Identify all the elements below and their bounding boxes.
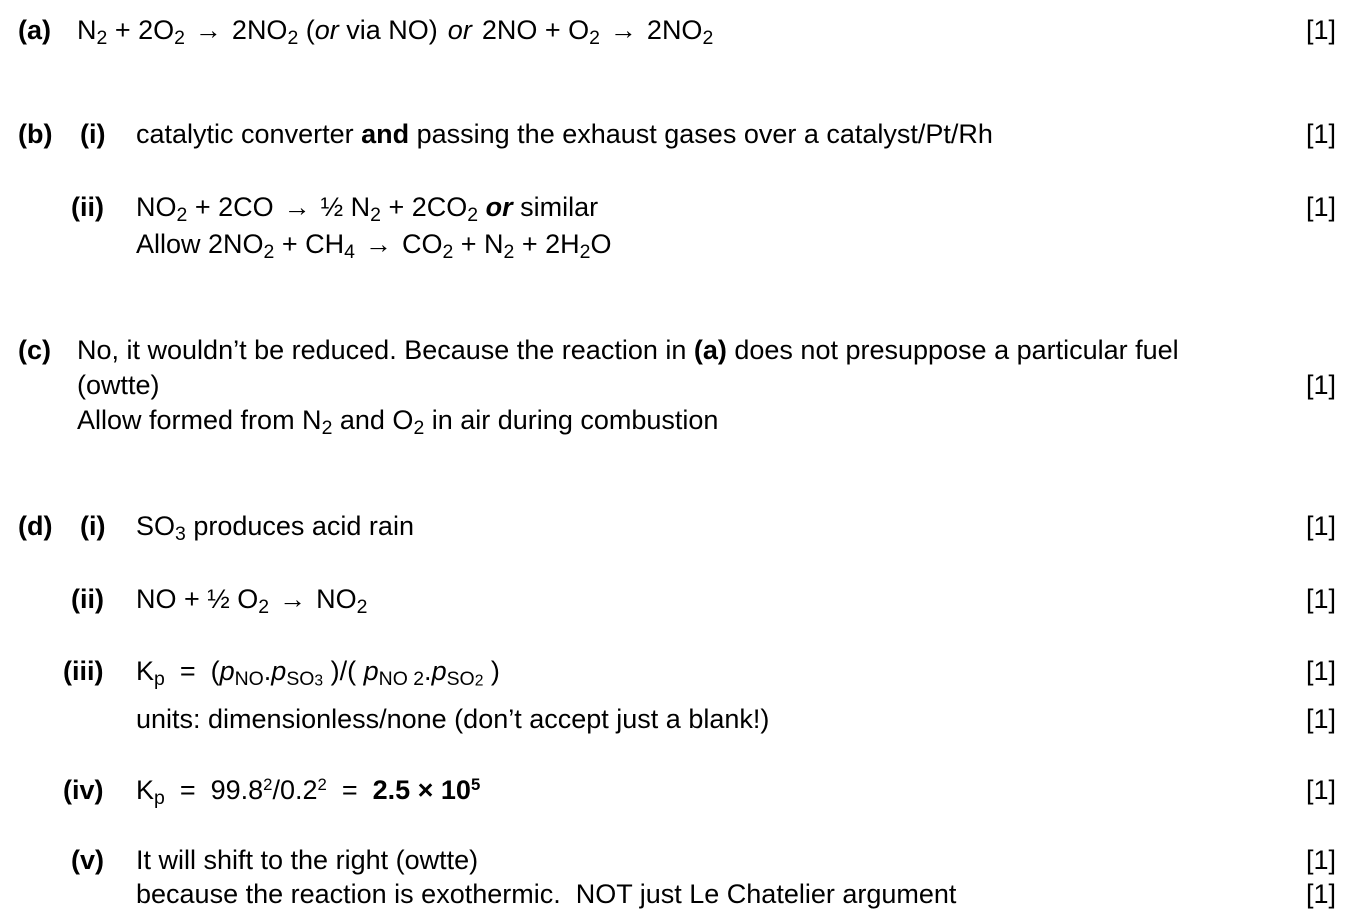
part-b-i-mark: [1] bbox=[1305, 119, 1336, 149]
part-b-label: (b) bbox=[18, 119, 53, 149]
arrow-icon: → bbox=[609, 15, 637, 45]
part-b-i-label: (i) bbox=[80, 119, 106, 149]
part-b-ii-mark: [1] bbox=[1305, 192, 1336, 222]
part-d-v-answer-line2: because the reaction is exothermic. NOT just Le Chatelier argument bbox=[136, 879, 957, 909]
part-b-ii-allow: Allow $2NO_2 + CH_4 \to CO_2 + N_2 + 2H_2O$ bbox=[136, 229, 612, 263]
part-d-iii-units-mark: [1] bbox=[1305, 704, 1336, 734]
part-d-v-answer-line1: It will shift to the right (owtte) bbox=[136, 845, 479, 875]
part-c-mark: [1] bbox=[1305, 370, 1336, 400]
arrow-icon: → bbox=[194, 15, 222, 45]
arrow-icon: → bbox=[283, 192, 311, 222]
part-b-i-answer: catalytic converter and passing the exhaust gases over a catalyst/Pt/Rh bbox=[136, 119, 993, 149]
part-b-ii-answer: $NO_2 + 2CO$ → ½ $N_2 + 2CO_2$ or similar bbox=[136, 192, 599, 226]
part-d-label: (d) bbox=[18, 511, 53, 541]
part-d-iii-kp-expression: $K_p = (p_{NO}.p_{SO3}$ )/( $p_{NO 2}.p_{SO2}$ ) bbox=[136, 656, 500, 690]
part-d-iii-units: units: dimensionless/none (don’t accept just a blank!) bbox=[136, 704, 770, 734]
part-d-i-label: (i) bbox=[80, 511, 106, 541]
part-d-ii-answer: NO + ½ $O_2 \to NO_2$ bbox=[136, 584, 368, 618]
part-d-iv-label: (iv) bbox=[63, 775, 104, 805]
part-d-v-mark-2: [1] bbox=[1305, 879, 1336, 909]
part-a-label: (a) bbox=[18, 15, 51, 45]
part-d-iv-answer: $K_p = 99.8^2/0.2^2 = 2.5 \times 10^5$ bbox=[136, 774, 481, 809]
part-c-answer-line2: (owtte) bbox=[77, 370, 160, 400]
arrow-icon: → bbox=[364, 229, 392, 259]
part-d-iii-mark: [1] bbox=[1305, 656, 1336, 686]
part-a-answer: $N_2 + 2O_2 \to 2NO_2$ (or via NO) or $2NO + O_2 \to 2NO_2$ bbox=[77, 15, 714, 49]
part-d-i-mark: [1] bbox=[1305, 511, 1336, 541]
part-d-v-mark-1: [1] bbox=[1305, 845, 1336, 875]
part-c-label: (c) bbox=[18, 335, 51, 365]
part-a-mark: [1] bbox=[1305, 15, 1336, 45]
part-c-answer-line1: No, it wouldn’t be reduced. Because the reaction in (a) does not presuppose a particular fuel bbox=[77, 335, 1179, 365]
part-b-ii-label: (ii) bbox=[71, 192, 104, 222]
part-d-iv-mark: [1] bbox=[1305, 775, 1336, 805]
part-d-v-label: (v) bbox=[71, 845, 104, 875]
part-d-i-answer: $SO_3$ produces acid rain bbox=[136, 511, 414, 545]
arrow-icon: → bbox=[279, 584, 307, 614]
part-d-iii-label: (iii) bbox=[63, 656, 104, 686]
part-c-allow: Allow formed from $N_2$ and $O_2$ in air during combustion bbox=[77, 405, 719, 439]
part-d-ii-label: (ii) bbox=[71, 584, 104, 614]
part-d-ii-mark: [1] bbox=[1305, 584, 1336, 614]
